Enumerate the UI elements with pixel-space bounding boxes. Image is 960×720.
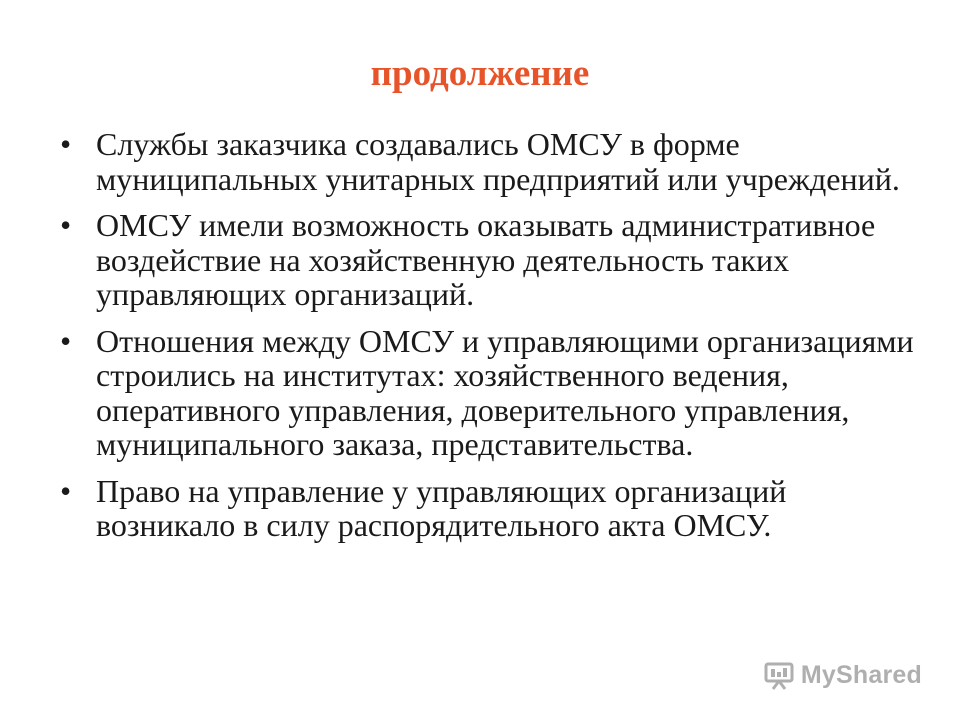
bullet-text: ОМСУ имели возможность оказывать административное воздействие на хозяйственную деятельность таких управляющих организаций. — [96, 207, 876, 312]
bullet-marker: • — [60, 472, 72, 509]
bullet-marker: • — [60, 207, 72, 243]
bullet-item — [60, 324, 920, 462]
myshared-watermark — [763, 658, 922, 692]
watermark-text: MyShared — [800, 660, 922, 689]
bullet-marker: • — [60, 322, 72, 359]
bullet-item — [60, 474, 920, 543]
slide-title: продолжение — [370, 53, 590, 94]
bullet-text: Службы заказчика создавались ОМСУ в форме муниципальных унитарных предприятий или учреждений. — [96, 126, 900, 197]
bullet-item — [60, 208, 920, 312]
bullet-marker: • — [60, 126, 72, 162]
presentation-board-icon — [763, 660, 795, 690]
bullet-text: Право на управление у управляющих организаций возникало в силу распорядительного акта ОМСУ. — [96, 472, 787, 543]
bullet-item — [60, 127, 920, 196]
bullet-text: Отношения между ОМСУ и управляющими организациями строились на институтах: хозяйственного ведения, оперативного управления, доверительного управления, муниципального заказа, представительства. — [96, 322, 914, 462]
bullet-list — [60, 127, 920, 555]
